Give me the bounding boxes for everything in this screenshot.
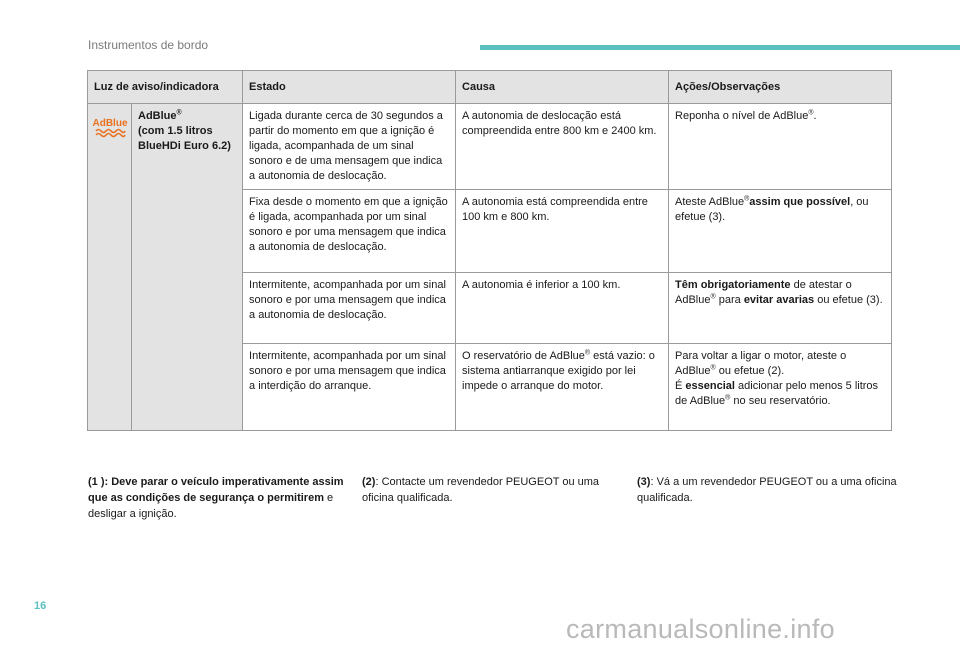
cause-cell: A autonomia está compreendida entre 100 km e 800 km. bbox=[456, 190, 669, 273]
footnote-3: (3): Vá a um revendedor PEUGEOT ou a uma oficina qualificada. bbox=[637, 476, 897, 504]
col-header-actions: Ações/Observações bbox=[669, 71, 892, 104]
warning-lights-table bbox=[87, 70, 892, 431]
state-cell: Fixa desde o momento em que a ignição é ligada, acompanhada por um sinal sonoro e por uma mensagem que indica a autonomia de deslocação. bbox=[243, 190, 456, 273]
actions-cell: Ateste AdBlue®assim que possível, ou efetue (3). bbox=[669, 190, 892, 273]
svg-text:AdBlue: AdBlue bbox=[92, 118, 128, 129]
actions-cell: Reponha o nível de AdBlue®. bbox=[669, 104, 892, 190]
state-cell: Intermitente, acompanhada por um sinal sonoro e por uma mensagem que indica a interdição do arranque. bbox=[243, 344, 456, 431]
table-row bbox=[88, 104, 892, 190]
watermark: carmanualsonline.info bbox=[566, 614, 835, 644]
footnote-2: (2): Contacte um revendedor PEUGEOT ou uma oficina qualificada. bbox=[362, 476, 600, 504]
light-detail: (com 1.5 litros BlueHDi Euro 6.2) bbox=[138, 125, 231, 152]
actions-cell: Para voltar a ligar o motor, ateste o AdBlue® ou efetue (2). É essencial adicionar pelo menos 5 litros de AdBlue® no seu reservatório. bbox=[669, 344, 892, 431]
header-accent-bar bbox=[480, 45, 960, 50]
state-cell: Intermitente, acompanhada por um sinal sonoro e por uma mensagem que indica a autonomia de deslocação. bbox=[243, 273, 456, 344]
cause-cell: A autonomia de deslocação está compreendida entre 800 km e 2400 km. bbox=[456, 104, 669, 190]
cause-cell: O reservatório de AdBlue® está vazio: o sistema antiarranque exigido por lei impede o arranque do motor. bbox=[456, 344, 669, 431]
light-name: AdBlue® bbox=[138, 109, 182, 122]
col-header-light: Luz de aviso/indicadora bbox=[88, 71, 243, 104]
light-name-cell bbox=[132, 104, 243, 431]
col-header-state: Estado bbox=[243, 71, 456, 104]
col-header-cause: Causa bbox=[456, 71, 669, 104]
page-number: 16 bbox=[34, 600, 47, 612]
actions-cell: Têm obrigatoriamente de atestar o AdBlue® para evitar avarias ou efetue (3). bbox=[669, 273, 892, 344]
state-cell: Ligada durante cerca de 30 segundos a partir do momento em que a ignição é ligada, acompanhada de um sinal sonoro e de uma mensagem que indica a autonomia de deslocação. bbox=[243, 104, 456, 190]
page-header-title: Instrumentos de bordo bbox=[88, 38, 209, 52]
table-header-row bbox=[88, 71, 892, 104]
cause-cell: A autonomia é inferior a 100 km. bbox=[456, 273, 669, 344]
footnote-1: (1 ): Deve parar o veículo imperativamente assim que as condições de segurança o permitirem e desligar a ignição. bbox=[88, 476, 344, 520]
adblue-warning-icon bbox=[92, 116, 128, 143]
icon-cell bbox=[88, 104, 132, 431]
